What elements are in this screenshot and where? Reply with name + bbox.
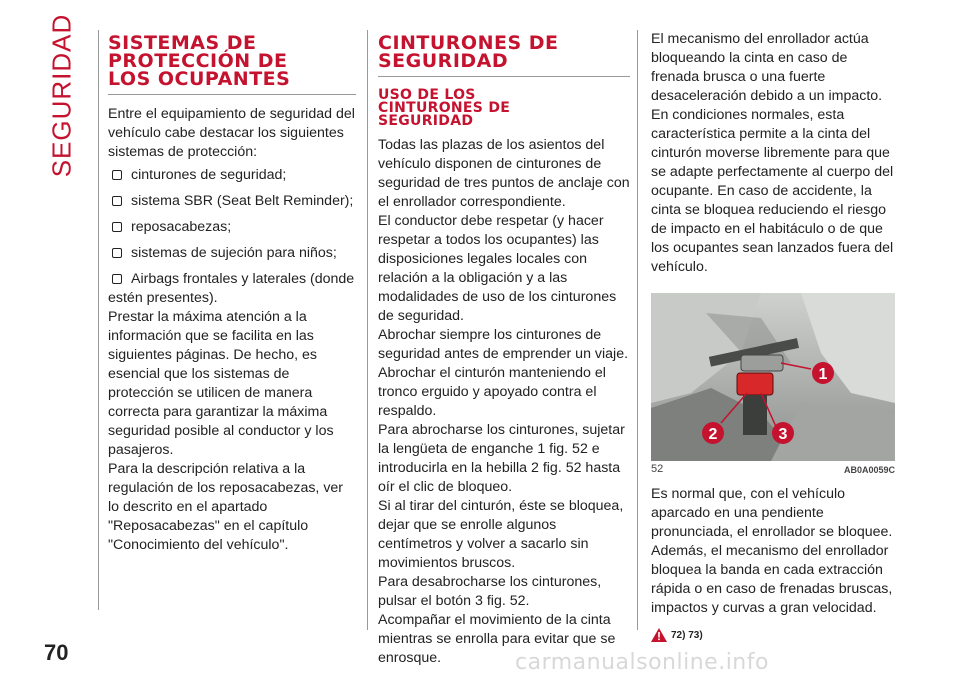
paragraph: Acompañar el movimiento de la cinta mientras se enrolla para evitar que se enrosque. — [378, 612, 616, 666]
subsection-heading: USO DE LOS CINTURONES DE SEGURIDAD — [378, 87, 511, 129]
svg-text:2: 2 — [708, 426, 718, 443]
paragraph: Para la descripción relativa a la regulación de los reposacabezas, ver lo descrito en el apartado "Reposacabezas" en el capítulo "Conocimiento del vehículo". — [108, 461, 344, 553]
bullet-box-icon — [112, 274, 122, 284]
paragraph: Abrochar siempre los cinturones de seguridad antes de emprender un viaje. — [378, 327, 629, 362]
svg-text:3: 3 — [778, 426, 788, 443]
warning-references — [651, 628, 899, 642]
paragraph: Abrochar el cinturón manteniendo el tronco erguido y apoyado contra el respaldo. — [378, 365, 606, 419]
section-heading: SISTEMAS DE PROTECCIÓN DE LOS OCUPANTES — [108, 34, 356, 95]
column-divider — [98, 30, 99, 610]
svg-text:1: 1 — [818, 366, 828, 383]
warning-refs: 72) 73) — [671, 629, 703, 641]
figure-number: 52 — [651, 463, 664, 475]
column-divider — [367, 30, 368, 630]
seat-belt-figure — [651, 293, 895, 461]
paragraph: Para desabrocharse los cinturones, pulsar el botón 3 fig. 52. — [378, 574, 602, 609]
list-item: sistemas de sujeción para niños; — [108, 244, 356, 263]
bullet-box-icon — [112, 170, 122, 180]
section-heading: CINTURONES DE SEGURIDAD — [378, 34, 630, 77]
callout-2 — [702, 422, 724, 444]
figure-caption — [651, 463, 895, 475]
callout-1 — [812, 362, 834, 384]
column-3 — [651, 30, 899, 642]
bullet-box-icon — [112, 222, 122, 232]
intro-paragraph: Entre el equipamiento de seguridad del vehículo cabe destacar los siguientes sistemas de protección: — [108, 106, 355, 160]
watermark: carmanualsonline.info — [515, 650, 769, 675]
paragraph: Todas las plazas de los asientos del vehículo disponen de cinturones de seguridad de tres puntos de anclaje con el enrollador correspondiente. — [378, 137, 630, 210]
column-divider — [637, 30, 638, 630]
list-item: Airbags frontales y laterales (donde estén presentes). — [108, 271, 355, 306]
page-number: 70 — [44, 640, 69, 665]
section-tab — [44, 13, 80, 177]
bullet-box-icon — [112, 248, 122, 258]
figure-code: AB0A0059C — [843, 465, 895, 475]
paragraph: Es normal que, con el vehículo aparcado en una pendiente pronunciada, el enrollador se bloquee. Además, el mecanismo del enrollador bloquea la banda en cada extracción rápida o en caso de frenadas bruscas, impactos y curvas a gran velocidad. — [651, 486, 893, 616]
paragraph: Si al tirar del cinturón, éste se bloquea, dejar que se enrolle algunos centímetros y volver a sacarlo sin movimientos bruscos. — [378, 498, 624, 571]
list-item: cinturones de seguridad; — [108, 166, 356, 185]
paragraph: El conductor debe respetar (y hacer respetar a todos los ocupantes) las disposiciones legales locales con relación a la obligación y a las modalidades de uso de los cinturones de seguridad. — [378, 213, 617, 324]
paragraph: El mecanismo del enrollador actúa bloqueando la cinta en caso de frenada brusca o una fuerte desaceleración debido a un impacto. En condiciones normales, esta característica permite a la cinta del cinturón moverse libremente para que se adapte perfectamente al cuerpo del ocupante. En caso de accidente, la cinta se bloquea reduciendo el riesgo de impacto en el habitáculo o de que los ocupantes sean lanzados fuera del vehículo. — [651, 31, 894, 275]
warning-triangle-icon — [651, 628, 667, 642]
callout-3 — [772, 422, 794, 444]
list-item: reposacabezas; — [108, 218, 356, 237]
column-1 — [108, 34, 356, 555]
paragraph: Para abrocharse los cinturones, sujetar la lengüeta de enganche 1 fig. 52 e introducirla en la hebilla 2 fig. 52 hasta oír el clic de bloqueo. — [378, 422, 625, 495]
bullet-box-icon — [112, 196, 122, 206]
protection-systems-list — [108, 166, 356, 308]
paragraph: Prestar la máxima atención a la información que se facilita en las siguientes páginas. De hecho, es esencial que los sistemas de protección se utilicen de manera correcta para garantizar la máxima seguridad posible al conductor y los pasajeros. — [108, 309, 334, 458]
column-2 — [378, 34, 630, 668]
section-tab-label: SEGURIDAD — [46, 13, 77, 177]
list-item: sistema SBR (Seat Belt Reminder); — [108, 192, 356, 211]
seat-belt-illustration — [651, 293, 895, 461]
